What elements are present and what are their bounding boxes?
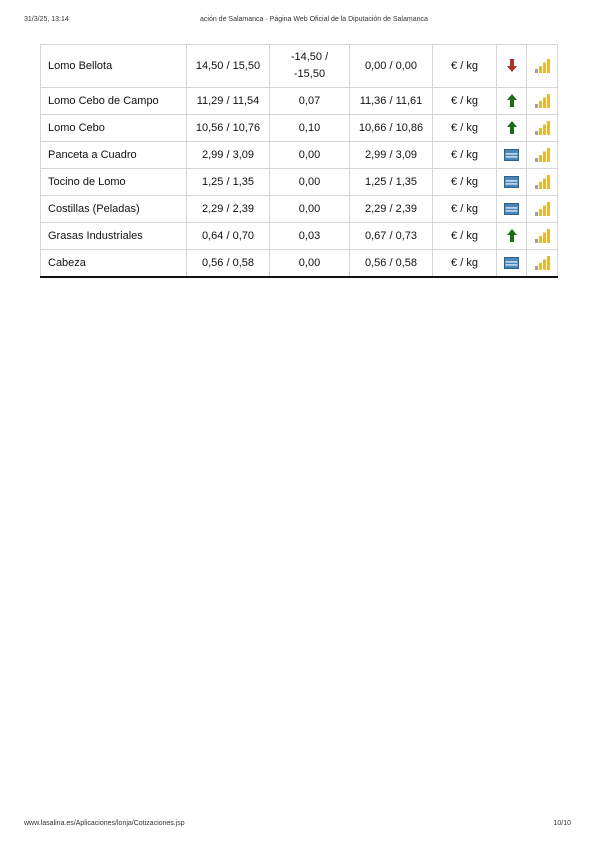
current-price-cell: 0,67 / 0,73 bbox=[350, 223, 433, 250]
unit-cell: € / kg bbox=[433, 88, 497, 115]
previous-price-cell: 2,99 / 3,09 bbox=[187, 142, 270, 169]
trend-cell bbox=[497, 250, 527, 278]
price-difference-line: 0,10 bbox=[298, 121, 321, 134]
table-row bbox=[41, 142, 558, 169]
product-name-cell: Lomo Cebo bbox=[41, 115, 187, 142]
price-difference-line: -14,50 / bbox=[290, 51, 329, 63]
trend-cell bbox=[497, 223, 527, 250]
chart-cell[interactable] bbox=[527, 250, 558, 278]
table-row bbox=[41, 196, 558, 223]
previous-price-cell: 10,56 / 10,76 bbox=[187, 115, 270, 142]
price-difference-cell bbox=[270, 142, 350, 169]
current-price-cell: 11,36 / 11,61 bbox=[350, 88, 433, 115]
product-name-cell: Panceta a Cuadro bbox=[41, 142, 187, 169]
bar-chart-icon bbox=[535, 202, 550, 216]
price-difference-cell bbox=[270, 88, 350, 115]
bar-chart-icon bbox=[535, 59, 550, 73]
price-difference-line: 0,03 bbox=[298, 229, 321, 242]
price-difference-line: 0,00 bbox=[298, 256, 321, 269]
price-difference-cell bbox=[270, 169, 350, 196]
previous-price-cell: 2,29 / 2,39 bbox=[187, 196, 270, 223]
table-row bbox=[41, 45, 558, 88]
bar-chart-icon bbox=[535, 148, 550, 162]
current-price-cell: 10,66 / 10,86 bbox=[350, 115, 433, 142]
equal-icon bbox=[504, 257, 519, 269]
current-price-cell: 1,25 / 1,35 bbox=[350, 169, 433, 196]
page-title: ación de Salamanca · Página Web Oficial de la Diputación de Salamanca bbox=[200, 16, 428, 23]
page-number: 10/10 bbox=[553, 820, 571, 827]
price-difference-line: 0,00 bbox=[298, 175, 321, 188]
price-difference-cell bbox=[270, 250, 350, 278]
bar-chart-icon bbox=[535, 94, 550, 108]
previous-price-cell: 1,25 / 1,35 bbox=[187, 169, 270, 196]
product-name-cell: Cabeza bbox=[41, 250, 187, 278]
arrow-up-icon bbox=[507, 229, 517, 242]
current-price-cell: 2,29 / 2,39 bbox=[350, 196, 433, 223]
arrow-up-icon bbox=[507, 121, 517, 134]
bar-chart-icon bbox=[535, 175, 550, 189]
previous-price-cell: 11,29 / 11,54 bbox=[187, 88, 270, 115]
price-difference-cell bbox=[270, 223, 350, 250]
quotes-table-body bbox=[41, 45, 558, 278]
print-datetime: 31/3/25, 13:14 bbox=[24, 16, 69, 23]
bar-chart-icon bbox=[535, 121, 550, 135]
product-name-cell: Lomo Cebo de Campo bbox=[41, 88, 187, 115]
price-difference-line: 0,00 bbox=[298, 148, 321, 161]
unit-cell: € / kg bbox=[433, 223, 497, 250]
unit-cell: € / kg bbox=[433, 142, 497, 169]
price-difference-line: 0,07 bbox=[298, 94, 321, 107]
bar-chart-icon bbox=[535, 229, 550, 243]
unit-cell: € / kg bbox=[433, 250, 497, 278]
product-name-cell: Lomo Bellota bbox=[41, 45, 187, 88]
arrow-down-icon bbox=[507, 59, 517, 72]
quotes-table bbox=[40, 44, 558, 278]
table-row bbox=[41, 88, 558, 115]
price-difference-cell bbox=[270, 45, 350, 88]
price-difference-cell bbox=[270, 115, 350, 142]
unit-cell: € / kg bbox=[433, 115, 497, 142]
bar-chart-icon bbox=[535, 256, 550, 270]
chart-cell[interactable] bbox=[527, 142, 558, 169]
trend-cell bbox=[497, 142, 527, 169]
product-name-cell: Grasas Industriales bbox=[41, 223, 187, 250]
price-difference-cell bbox=[270, 196, 350, 223]
product-name-cell: Costillas (Peladas) bbox=[41, 196, 187, 223]
trend-cell bbox=[497, 88, 527, 115]
chart-cell[interactable] bbox=[527, 88, 558, 115]
chart-cell[interactable] bbox=[527, 115, 558, 142]
current-price-cell: 2,99 / 3,09 bbox=[350, 142, 433, 169]
trend-cell bbox=[497, 169, 527, 196]
product-name-cell: Tocino de Lomo bbox=[41, 169, 187, 196]
trend-cell bbox=[497, 115, 527, 142]
equal-icon bbox=[504, 176, 519, 188]
chart-cell[interactable] bbox=[527, 223, 558, 250]
table-row bbox=[41, 250, 558, 278]
unit-cell: € / kg bbox=[433, 196, 497, 223]
chart-cell[interactable] bbox=[527, 196, 558, 223]
trend-cell bbox=[497, 45, 527, 88]
price-difference-line: -15,50 bbox=[293, 68, 326, 80]
arrow-up-icon bbox=[507, 94, 517, 107]
chart-cell[interactable] bbox=[527, 45, 558, 88]
previous-price-cell: 0,64 / 0,70 bbox=[187, 223, 270, 250]
price-difference-line: 0,00 bbox=[298, 202, 321, 215]
equal-icon bbox=[504, 149, 519, 161]
current-price-cell: 0,00 / 0,00 bbox=[350, 45, 433, 88]
equal-icon bbox=[504, 203, 519, 215]
chart-cell[interactable] bbox=[527, 169, 558, 196]
previous-price-cell: 0,56 / 0,58 bbox=[187, 250, 270, 278]
table-row bbox=[41, 169, 558, 196]
table-row bbox=[41, 223, 558, 250]
table-row bbox=[41, 115, 558, 142]
trend-cell bbox=[497, 196, 527, 223]
unit-cell: € / kg bbox=[433, 45, 497, 88]
footer-url: www.lasalina.es/Aplicaciones/lonja/Cotizaciones.jsp bbox=[24, 820, 185, 827]
unit-cell: € / kg bbox=[433, 169, 497, 196]
previous-price-cell: 14,50 / 15,50 bbox=[187, 45, 270, 88]
current-price-cell: 0,56 / 0,58 bbox=[350, 250, 433, 278]
